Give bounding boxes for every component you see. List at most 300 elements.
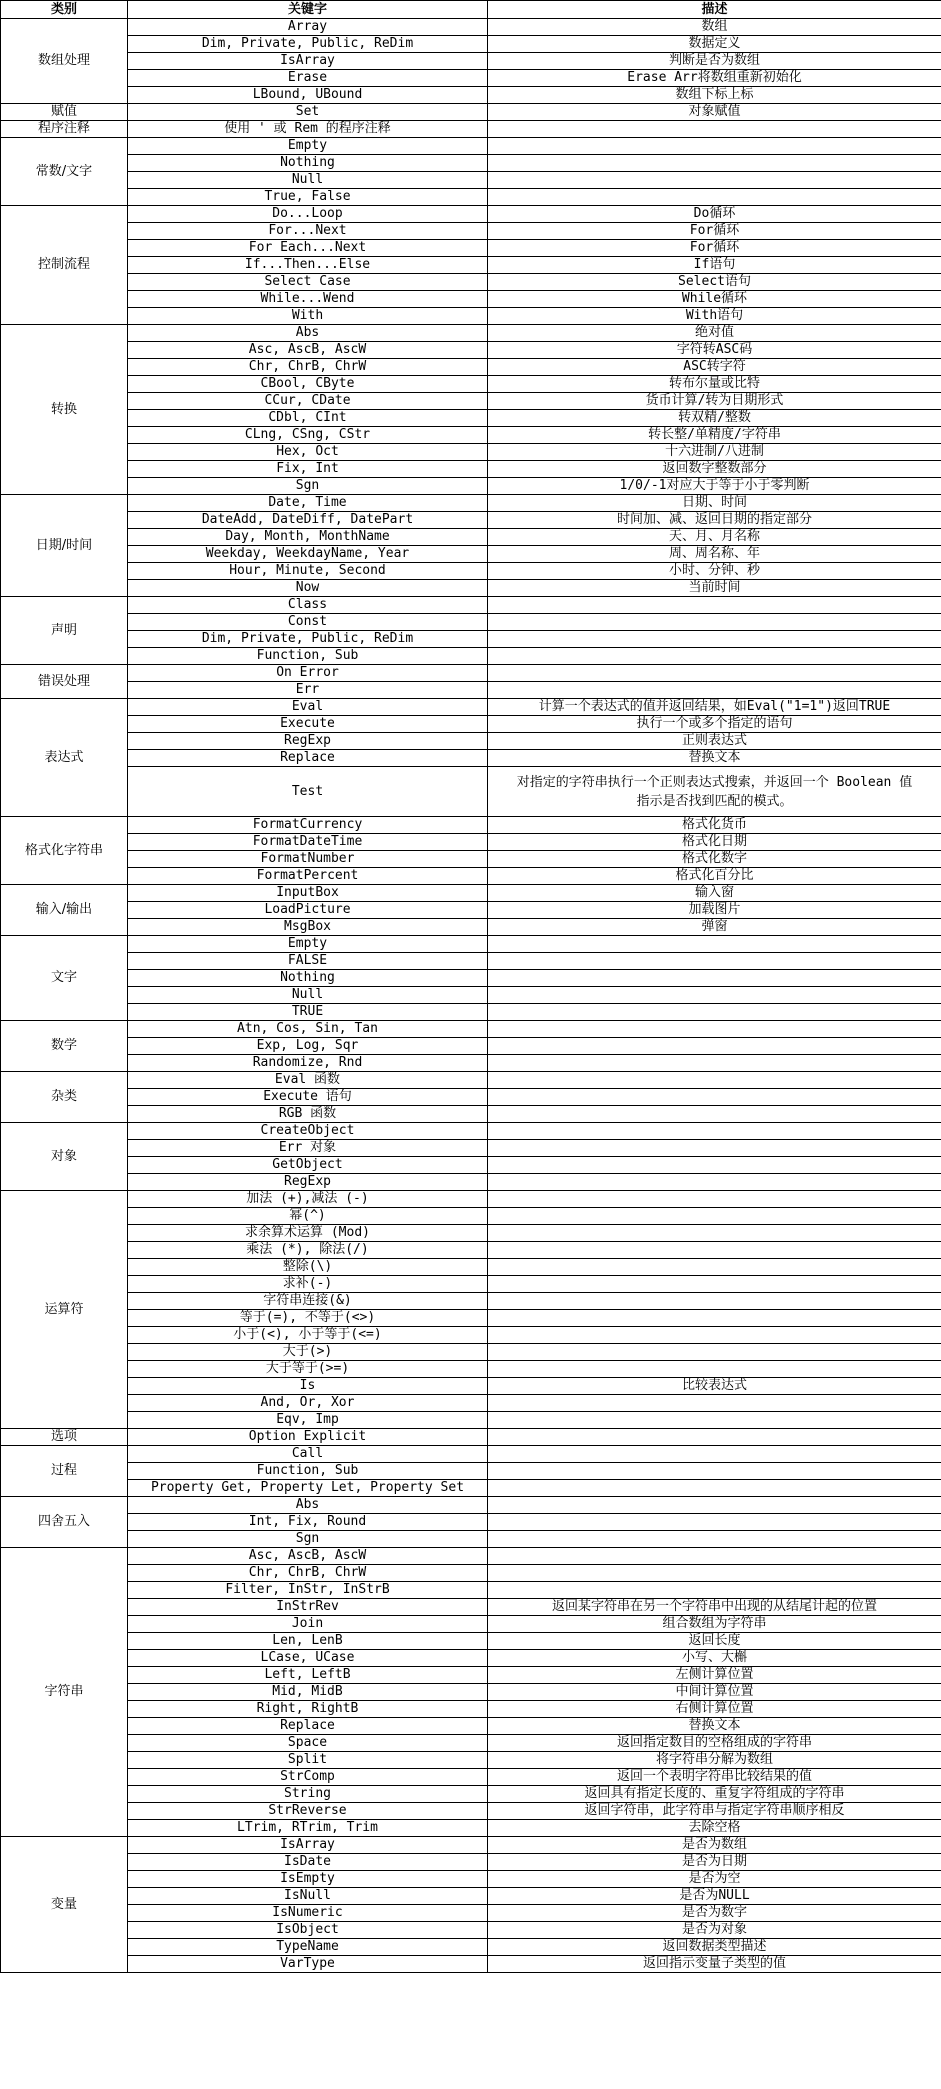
table-row [1,1140,941,1157]
description-cell: 返回某字符串在另一个字符串中出现的从结尾计起的位置 [488,1599,941,1616]
description-cell [488,648,941,665]
description-cell: For循环 [488,223,941,240]
table-row [1,1650,941,1667]
keyword-cell: Atn, Cos, Sin, Tan [128,1021,488,1038]
table-row [1,1684,941,1701]
keyword-cell: 整除(\) [128,1259,488,1276]
description-cell: While循环 [488,291,941,308]
table-row [1,817,941,834]
description-cell [488,1208,941,1225]
category-cell: 表达式 [1,699,128,817]
description-cell: 是否为空 [488,1871,941,1888]
header-category: 类别 [1,1,128,19]
description-cell: 中间计算位置 [488,1684,941,1701]
keyword-cell: Empty [128,138,488,155]
description-cell [488,1412,941,1429]
table-row [1,1480,941,1497]
table-row [1,1718,941,1735]
description-cell: 是否为NULL [488,1888,941,1905]
description-cell [488,1327,941,1344]
table-row [1,851,941,868]
table-row [1,614,941,631]
table-row [1,155,941,172]
keyword-cell: FormatNumber [128,851,488,868]
description-cell: 弹窗 [488,919,941,936]
keyword-cell: Now [128,580,488,597]
table-row [1,1021,941,1038]
keyword-cell: Sgn [128,1531,488,1548]
description-cell: 替换文本 [488,750,941,767]
description-cell [488,1106,941,1123]
table-row [1,970,941,987]
category-cell: 控制流程 [1,206,128,325]
table-row [1,1548,941,1565]
description-cell: 计算一个表达式的值并返回结果，如Eval("1=1")返回TRUE [488,699,941,716]
description-cell [488,1072,941,1089]
description-cell: 返回字符串，此字符串与指定字符串顺序相反 [488,1803,941,1820]
description-cell: 周、周名称、年 [488,546,941,563]
description-cell [488,1157,941,1174]
description-cell: 组合数组为字符串 [488,1616,941,1633]
keyword-cell: FormatPercent [128,868,488,885]
keyword-cell: For Each...Next [128,240,488,257]
table-row [1,1429,941,1446]
table-row [1,410,941,427]
keyword-cell: RegExp [128,1174,488,1191]
table-row [1,1786,941,1803]
keyword-cell: 求余算术运算 (Mod) [128,1225,488,1242]
keyword-cell: 等于(=), 不等于(<>) [128,1310,488,1327]
keyword-cell: Abs [128,1497,488,1514]
keyword-cell: Date, Time [128,495,488,512]
description-cell [488,172,941,189]
table-row [1,19,941,36]
table-row [1,699,941,716]
keyword-cell: Join [128,1616,488,1633]
table-row [1,1939,941,1956]
table-row [1,325,941,342]
description-cell: 数据定义 [488,36,941,53]
header-row [1,1,941,19]
keyword-cell: Replace [128,750,488,767]
description-cell [488,1565,941,1582]
category-cell: 声明 [1,597,128,665]
table-row [1,563,941,580]
table-row [1,1514,941,1531]
table-row [1,1089,941,1106]
keyword-cell: Call [128,1446,488,1463]
table-row [1,919,941,936]
category-cell: 错误处理 [1,665,128,699]
description-cell [488,1446,941,1463]
category-cell: 赋值 [1,104,128,121]
category-cell: 变量 [1,1837,128,1973]
description-cell [488,1344,941,1361]
table-row [1,1310,941,1327]
table-row [1,1225,941,1242]
keyword-cell: Weekday, WeekdayName, Year [128,546,488,563]
keyword-cell: LBound, UBound [128,87,488,104]
description-cell: 货币计算/转为日期形式 [488,393,941,410]
table-row [1,1956,941,1973]
table-row [1,1667,941,1684]
table-row [1,1276,941,1293]
keyword-cell: With [128,308,488,325]
keyword-cell: DateAdd, DateDiff, DatePart [128,512,488,529]
description-cell: 返回数字整数部分 [488,461,941,478]
table-row [1,902,941,919]
description-cell: 格式化日期 [488,834,941,851]
keyword-cell: While...Wend [128,291,488,308]
description-cell: 执行一个或多个指定的语句 [488,716,941,733]
keyword-cell: CreateObject [128,1123,488,1140]
description-cell [488,138,941,155]
keyword-cell: CDbl, CInt [128,410,488,427]
table-row [1,1191,941,1208]
keyword-cell: Dim, Private, Public, ReDim [128,631,488,648]
keyword-cell: Hour, Minute, Second [128,563,488,580]
description-cell [488,1191,941,1208]
category-cell: 四舍五入 [1,1497,128,1548]
keyword-cell: IsEmpty [128,1871,488,1888]
table-row [1,53,941,70]
table-row [1,308,941,325]
keyword-cell: Asc, AscB, AscW [128,342,488,359]
table-row [1,767,941,817]
keyword-cell: Space [128,1735,488,1752]
description-cell: 1/0/-1对应大于等于小于零判断 [488,478,941,495]
description-cell [488,1361,941,1378]
table-row [1,478,941,495]
keyword-cell: Execute [128,716,488,733]
keyword-cell: Is [128,1378,488,1395]
description-cell: 格式化百分比 [488,868,941,885]
description-cell: ASC转字符 [488,359,941,376]
keyword-cell: LTrim, RTrim, Trim [128,1820,488,1837]
table-row [1,682,941,699]
table-row [1,87,941,104]
header-description: 描述 [488,1,941,19]
description-cell: 时间加、减、返回日期的指定部分 [488,512,941,529]
description-cell: 对象赋值 [488,104,941,121]
keyword-cell: IsNumeric [128,1905,488,1922]
description-line: 指示是否找到匹配的模式。 [636,793,793,809]
description-cell: 加载图片 [488,902,941,919]
description-cell: 将字符串分解为数组 [488,1752,941,1769]
keyword-cell: If...Then...Else [128,257,488,274]
table-row [1,1412,941,1429]
description-cell [488,1174,941,1191]
table-row [1,529,941,546]
description-cell [488,987,941,1004]
table-row [1,1106,941,1123]
description-cell: 返回数据类型描述 [488,1939,941,1956]
keyword-cell: MsgBox [128,919,488,936]
keyword-cell: And, Or, Xor [128,1395,488,1412]
keyword-cell: 大于等于(>=) [128,1361,488,1378]
keyword-cell: Empty [128,936,488,953]
description-cell [488,1463,941,1480]
table-row [1,1820,941,1837]
table-row [1,104,941,121]
keyword-cell: Chr, ChrB, ChrW [128,359,488,376]
keyword-cell: Day, Month, MonthName [128,529,488,546]
description-cell: 正则表达式 [488,733,941,750]
keyword-cell: FormatDateTime [128,834,488,851]
description-cell [488,1480,941,1497]
keyword-cell: StrComp [128,1769,488,1786]
keyword-cell: True, False [128,189,488,206]
keyword-cell: 使用 ' 或 Rem 的程序注释 [128,121,488,138]
table-row [1,1208,941,1225]
description-cell: 右侧计算位置 [488,1701,941,1718]
description-cell [488,767,941,817]
keyword-cell: RGB 函数 [128,1106,488,1123]
keyword-cell: Mid, MidB [128,1684,488,1701]
description-cell: 格式化数字 [488,851,941,868]
table-row [1,665,941,682]
table-row [1,1327,941,1344]
keyword-cell: Asc, AscB, AscW [128,1548,488,1565]
keyword-cell: Len, LenB [128,1633,488,1650]
description-cell: 绝对值 [488,325,941,342]
table-row [1,1888,941,1905]
description-cell [488,1055,941,1072]
keyword-cell: Eval 函数 [128,1072,488,1089]
description-cell: 转布尔量或比特 [488,376,941,393]
keyword-cell: LoadPicture [128,902,488,919]
description-cell: 去除空格 [488,1820,941,1837]
keyword-cell: CBool, CByte [128,376,488,393]
keyword-cell: Function, Sub [128,648,488,665]
description-cell [488,970,941,987]
keyword-cell: 小于(<), 小于等于(<=) [128,1327,488,1344]
table-row [1,1463,941,1480]
description-cell: 返回具有指定长度的、重复字符组成的字符串 [488,1786,941,1803]
description-cell: 替换文本 [488,1718,941,1735]
keyword-cell: 加法 (+),减法 (-) [128,1191,488,1208]
keyword-cell: 大于(>) [128,1344,488,1361]
description-cell: 是否为日期 [488,1854,941,1871]
description-cell [488,597,941,614]
description-cell [488,1531,941,1548]
table-row [1,1378,941,1395]
keyword-cell: Function, Sub [128,1463,488,1480]
description-cell: 返回一个表明字符串比较结果的值 [488,1769,941,1786]
description-cell: If语句 [488,257,941,274]
keyword-cell: 字符串连接(&) [128,1293,488,1310]
table-row [1,376,941,393]
table-row [1,597,941,614]
description-cell: 当前时间 [488,580,941,597]
description-cell [488,1395,941,1412]
keyword-cell: Left, LeftB [128,1667,488,1684]
keyword-cell: Randomize, Rnd [128,1055,488,1072]
description-cell: 转长整/单精度/字符串 [488,427,941,444]
description-cell: 输入窗 [488,885,941,902]
description-cell: Erase Arr将数组重新初始化 [488,70,941,87]
keyword-cell: Sgn [128,478,488,495]
table-row [1,138,941,155]
keyword-cell: Option Explicit [128,1429,488,1446]
keyword-cell: Right, RightB [128,1701,488,1718]
table-row [1,189,941,206]
category-cell: 数组处理 [1,19,128,104]
description-cell: 小时、分钟、秒 [488,563,941,580]
description-cell [488,1429,941,1446]
table-row [1,1565,941,1582]
keyword-cell: On Error [128,665,488,682]
table-row [1,223,941,240]
description-cell: For循环 [488,240,941,257]
table-row [1,1293,941,1310]
table-row [1,1497,941,1514]
table-row [1,359,941,376]
keyword-cell: Exp, Log, Sqr [128,1038,488,1055]
table-row [1,240,941,257]
description-cell [488,1514,941,1531]
keyword-cell: Execute 语句 [128,1089,488,1106]
description-cell [488,1293,941,1310]
keyword-cell: IsArray [128,53,488,70]
table-row [1,631,941,648]
table-row [1,1531,941,1548]
table-row [1,1344,941,1361]
description-cell: Do循环 [488,206,941,223]
keyword-cell: Property Get, Property Let, Property Set [128,1480,488,1497]
keyword-cell: TypeName [128,1939,488,1956]
keyword-cell: Nothing [128,970,488,987]
table-row [1,427,941,444]
description-cell: 比较表达式 [488,1378,941,1395]
table-row [1,1038,941,1055]
category-cell: 过程 [1,1446,128,1497]
description-cell [488,1497,941,1514]
description-cell [488,1242,941,1259]
description-cell: With语句 [488,308,941,325]
keyword-cell: 乘法 (*), 除法(/) [128,1242,488,1259]
category-cell: 日期/时间 [1,495,128,597]
description-cell: 是否为对象 [488,1922,941,1939]
keyword-cell: FormatCurrency [128,817,488,834]
description-cell [488,1225,941,1242]
description-cell: 日期、时间 [488,495,941,512]
description-cell [488,1123,941,1140]
table-row [1,1922,941,1939]
keyword-cell: Array [128,19,488,36]
keyword-cell: IsNull [128,1888,488,1905]
table-row [1,1242,941,1259]
keyword-cell: RegExp [128,733,488,750]
description-line: 对指定的字符串执行一个正则表达式搜索，并返回一个 Boolean 值 [516,774,913,790]
description-cell [488,1140,941,1157]
table-row [1,1599,941,1616]
description-cell [488,155,941,172]
description-cell [488,121,941,138]
category-cell: 文字 [1,936,128,1021]
category-cell: 程序注释 [1,121,128,138]
keyword-cell: For...Next [128,223,488,240]
table-row [1,1361,941,1378]
keyword-cell: IsDate [128,1854,488,1871]
table-row [1,342,941,359]
description-cell: 是否为数字 [488,1905,941,1922]
keyword-cell: Split [128,1752,488,1769]
keyword-cell: 求补(-) [128,1276,488,1293]
keyword-cell: Eval [128,699,488,716]
table-row [1,70,941,87]
keyword-cell: Erase [128,70,488,87]
keyword-cell: Hex, Oct [128,444,488,461]
description-cell: 十六进制/八进制 [488,444,941,461]
table-row [1,1157,941,1174]
keyword-cell: Chr, ChrB, ChrW [128,1565,488,1582]
table-row [1,648,941,665]
category-cell: 对象 [1,1123,128,1191]
description-cell: 字符转ASC码 [488,342,941,359]
keyword-cell: Do...Loop [128,206,488,223]
keyword-cell: CCur, CDate [128,393,488,410]
table-row [1,716,941,733]
table-row [1,461,941,478]
description-cell [488,1310,941,1327]
description-cell: 天、月、月名称 [488,529,941,546]
table-row [1,291,941,308]
description-cell [488,936,941,953]
keyword-cell: Err [128,682,488,699]
category-cell: 运算符 [1,1191,128,1429]
table-row [1,1735,941,1752]
table-row [1,868,941,885]
keyword-cell: Replace [128,1718,488,1735]
description-cell: 小写、大槲 [488,1650,941,1667]
description-cell [488,682,941,699]
category-cell: 数学 [1,1021,128,1072]
table-row [1,1123,941,1140]
table-row [1,733,941,750]
keyword-cell: LCase, UCase [128,1650,488,1667]
table-row [1,1871,941,1888]
description-cell: 格式化货币 [488,817,941,834]
keyword-cell: Null [128,172,488,189]
table-row [1,172,941,189]
description-cell: 数组 [488,19,941,36]
keyword-cell: Abs [128,325,488,342]
keyword-cell: Eqv, Imp [128,1412,488,1429]
table-row [1,885,941,902]
table-row [1,444,941,461]
table-row [1,121,941,138]
keyword-cell: InStrRev [128,1599,488,1616]
table-row [1,495,941,512]
table-row [1,1769,941,1786]
keyword-cell: VarType [128,1956,488,1973]
table-row [1,580,941,597]
category-cell: 杂类 [1,1072,128,1123]
table-row [1,1174,941,1191]
keyword-cell: GetObject [128,1157,488,1174]
description-cell [488,1276,941,1293]
description-cell [488,1021,941,1038]
table-row [1,1072,941,1089]
table-row [1,512,941,529]
table-row [1,1837,941,1854]
keyword-cell: Select Case [128,274,488,291]
category-cell: 选项 [1,1429,128,1446]
description-cell: 是否为数组 [488,1837,941,1854]
keyword-cell: TRUE [128,1004,488,1021]
keyword-cell: CLng, CSng, CStr [128,427,488,444]
